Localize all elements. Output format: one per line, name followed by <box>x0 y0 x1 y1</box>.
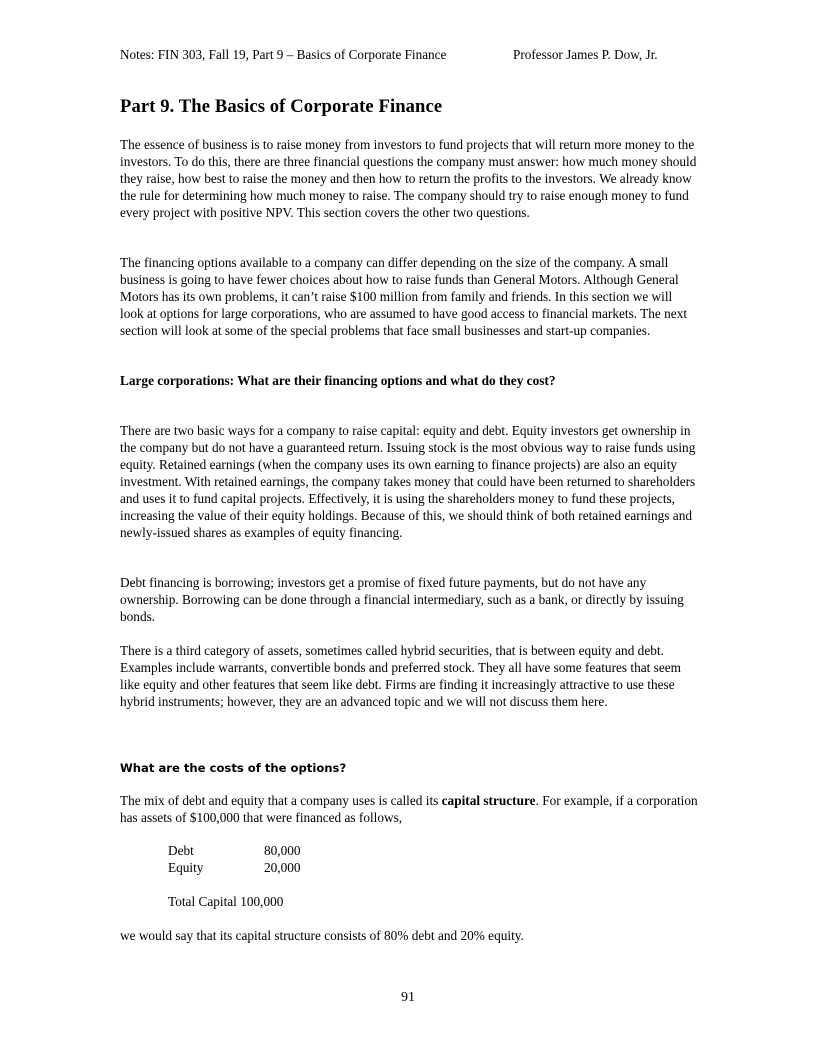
row-label: Equity <box>168 860 204 875</box>
header-professor: Professor James P. Dow, Jr. <box>513 47 658 62</box>
row-value: 80,000 <box>264 843 301 858</box>
row-label: Debt <box>168 843 194 858</box>
row-value: 20,000 <box>264 860 301 875</box>
paragraph-conclusion: we would say that its capital structure consists of 80% debt and 20% equity. <box>120 928 524 943</box>
subheading-costs: What are the costs of the options? <box>120 761 347 775</box>
paragraph-equity: There are two basic ways for a company to raise capital: equity and debt. Equity investors get ownership in the company but do not have a guaranteed return. Issuing stock is the most obvious way to raise funds using equity. Retained earnings (when the company uses its own earning to finance projects) are also an equity investment. With retained earnings, the company takes money that could have been returned to shareholders and uses it to fund capital projects. Effectively, it is using the shareholders money to fund these projects, increasing the value of their equity holdings. Because of this, we should think of both retained earnings and newly-issued shares as examples of equity financing. <box>120 423 696 540</box>
paragraph-intro: The essence of business is to raise money from investors to fund projects that will return more money to the investors. To do this, there are three financial questions the company must answer: how much money should they raise, how best to raise the money and then how to return the profits to the investors. We already know the rule for determining how much money to raise. The company should try to raise enough money to fund every project with positive NPV. This section covers the other two questions. <box>120 137 697 220</box>
capital-structure-intro-text: The mix of debt and equity that a company uses is called its <box>120 793 442 808</box>
total-capital-row <box>168 893 283 910</box>
page-title: Part 9. The Basics of Corporate Finance <box>120 96 443 117</box>
total-label: Total Capital <box>168 894 237 909</box>
page-number: 91 <box>401 990 415 1005</box>
paragraph-debt: Debt financing is borrowing; investors get a promise of fixed future payments, but do not have any ownership. Borrowing can be done through a financial intermediary, such as a bank, or directly by issuing bonds. <box>120 575 684 624</box>
subheading-large-corporations: Large corporations: What are their financing options and what do they cost? <box>120 373 556 388</box>
capital-structure-term: capital structure <box>441 793 536 808</box>
paragraph-hybrid: There is a third category of assets, sometimes called hybrid securities, that is between equity and debt. Examples include warrants, convertible bonds and preferred stock. They all have some features that seem like equity and other features that seem like debt. Firms are finding it increasingly attractive to use these hybrid instruments; however, they are an advanced topic and we will not discuss them here. <box>120 643 681 709</box>
capital-structure-example-text: . For example, if a corporation has assets of $100,000 that were financed as follows, <box>120 793 698 825</box>
paragraph-company-size: The financing options available to a company can differ depending on the size of the company. A small business is going to have fewer choices about how to raise funds than General Motors. Although General Motors has its own problems, it can’t raise $100 million from family and friends. In this section we will look at options for large corporations, who are assumed to have good access to financial markets. The next section will look at some of the special problems that face small businesses and start-up companies. <box>120 255 688 338</box>
total-value: 100,000 <box>240 894 284 909</box>
paragraph-capital-structure <box>120 792 698 826</box>
header-course: Notes: FIN 303, Fall 19, Part 9 – Basics of Corporate Finance <box>120 47 447 62</box>
